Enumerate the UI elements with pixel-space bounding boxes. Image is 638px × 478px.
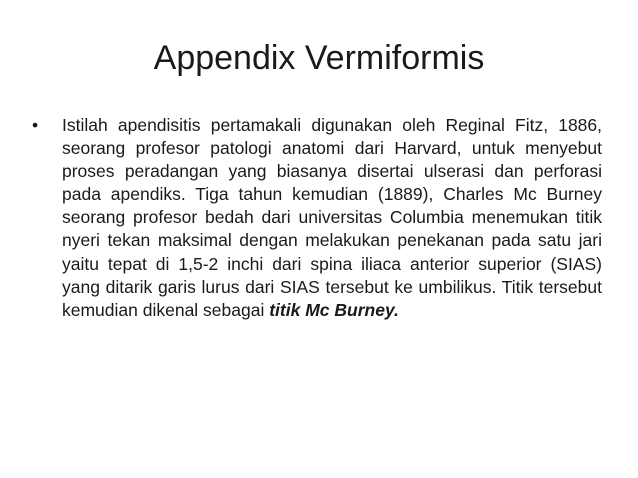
bullet-item (32, 114, 602, 322)
slide-title: Appendix Vermiformis (153, 39, 485, 77)
bullet-dot-icon: • (32, 115, 39, 135)
bullet-list (32, 114, 602, 322)
emphasized-term: titik Mc Burney. (269, 299, 399, 320)
bullet-text: Istilah apendisitis pertamakali digunakan oleh Reginal Fitz, 1886, seorang profesor patologi anatomi dari Harvard, untuk menyebut proses peradangan yang biasanya disertai ulserasi dan perforasi pada apendiks. Tiga tahun kemudian (1889), Charles Mc Burney seorang profesor bedah dari universitas Columbia menemukan titik nyeri tekan maksimal dengan melakukan penekanan pada satu jari yaitu tepat di 1,5-2 inchi dari spina iliaca anterior superior (SIAS) yang ditarik garis lurus dari SIAS tersebut ke umbilikus. Titik tersebut kemudian dikenal sebagai (62, 115, 602, 320)
